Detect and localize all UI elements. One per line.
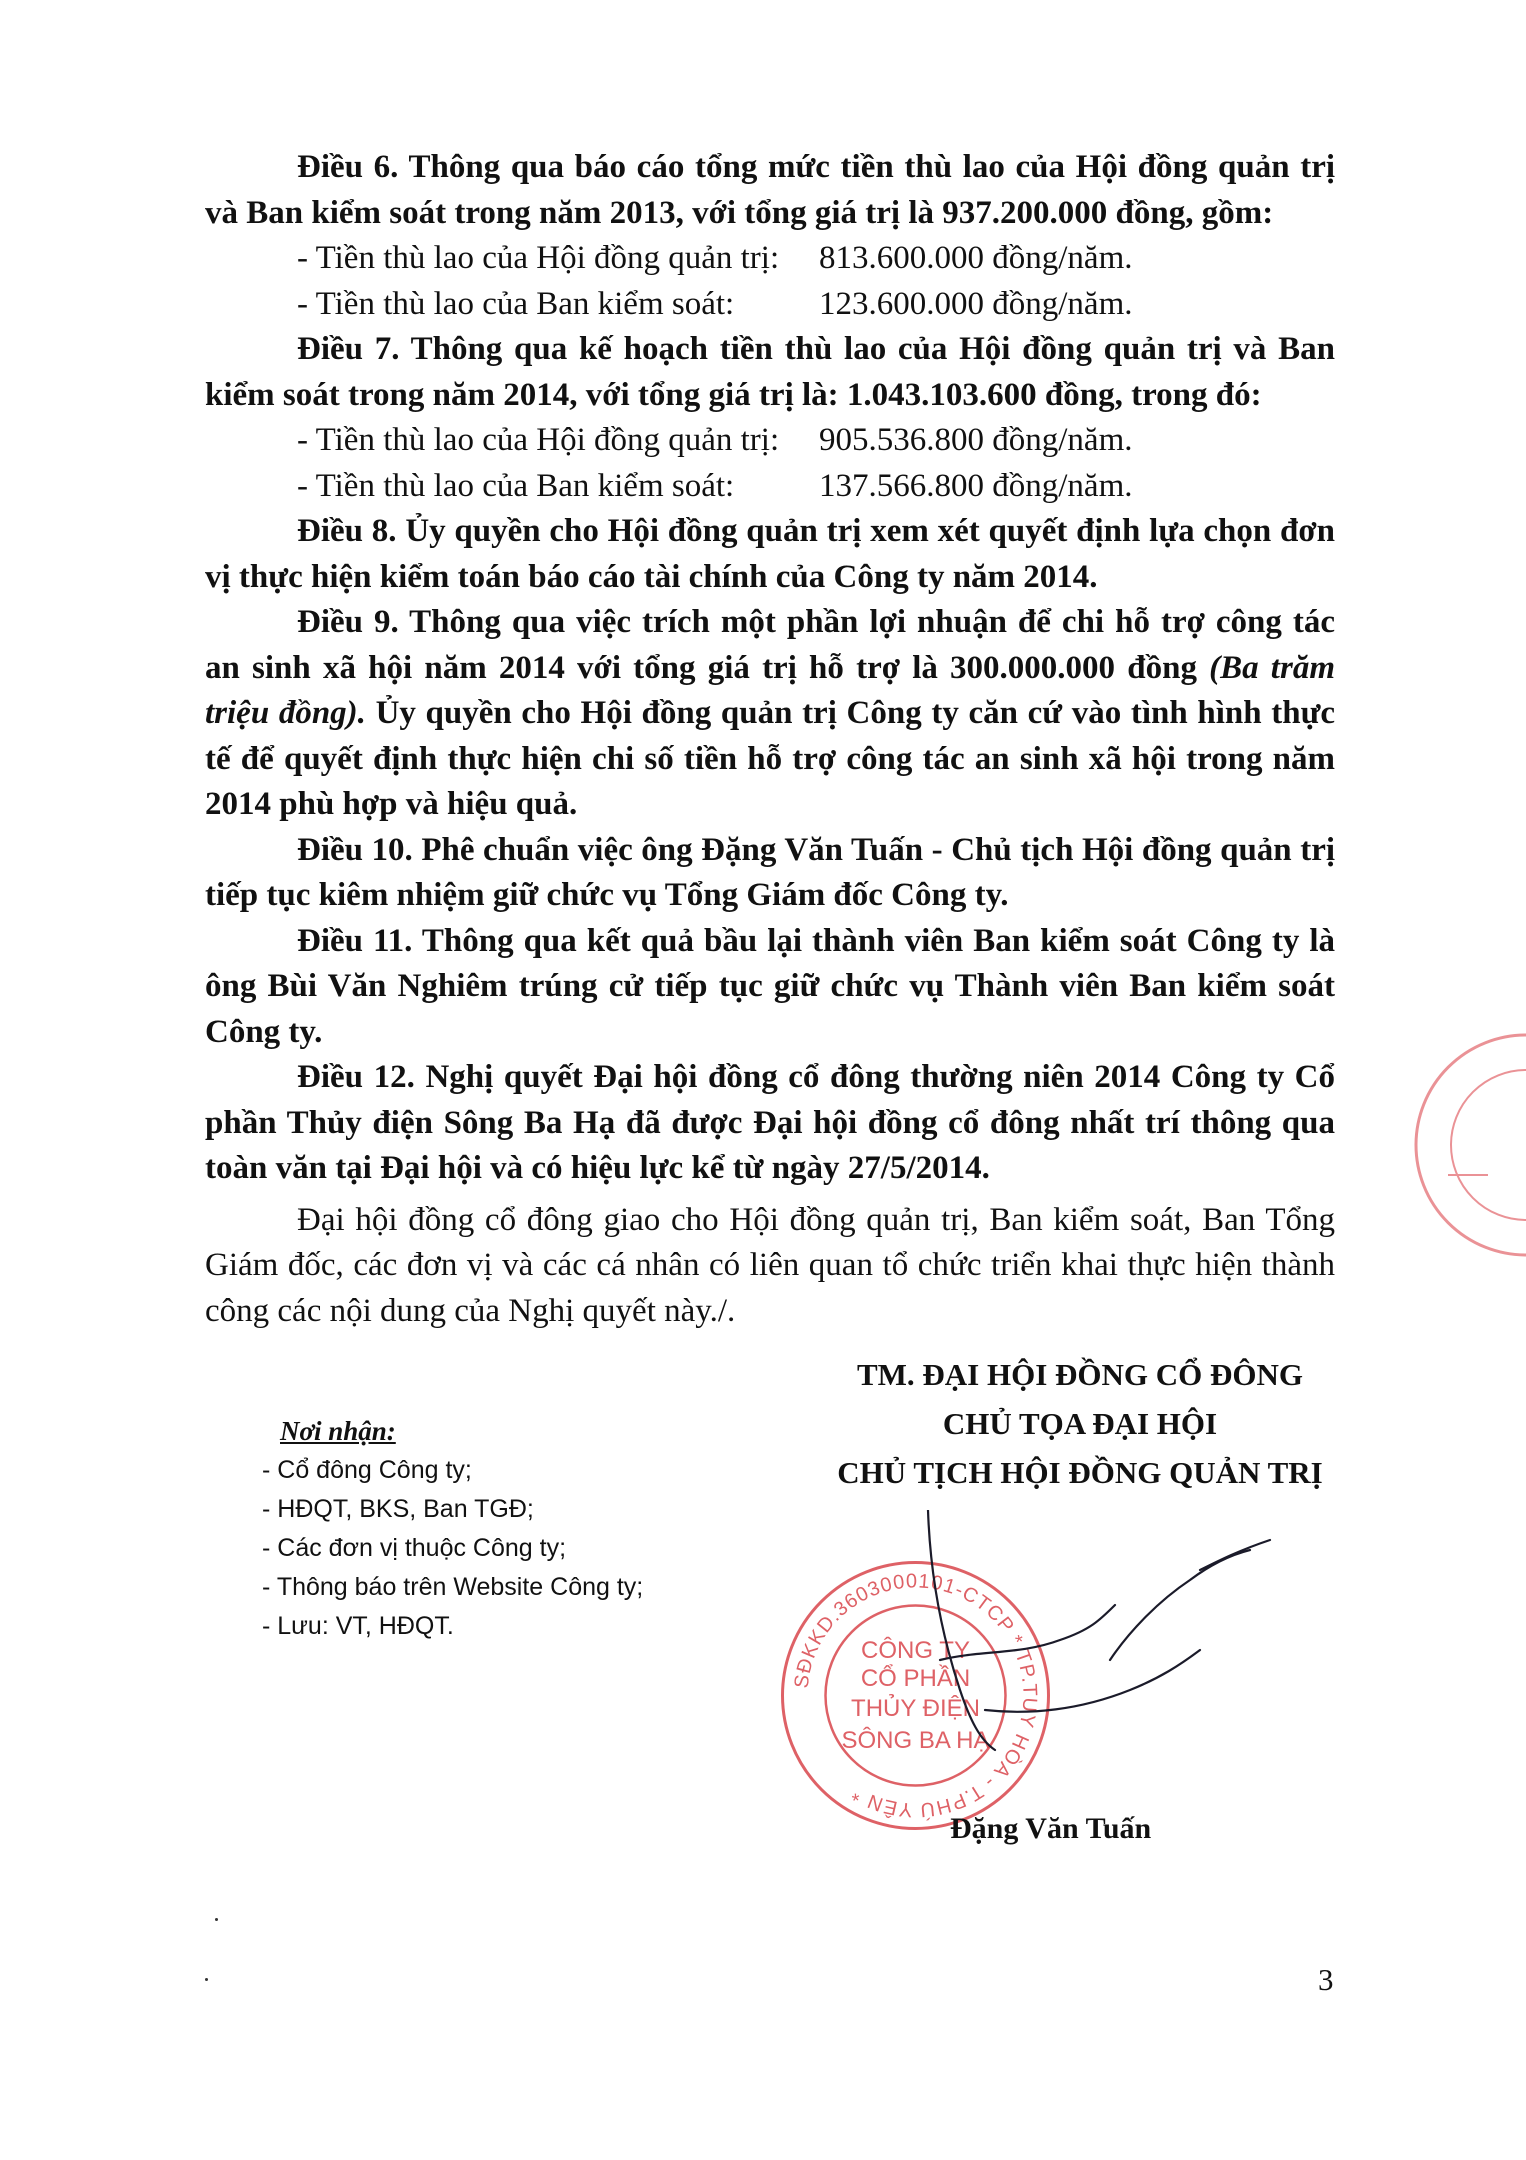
article-12-title: Điều 12. <box>297 1059 415 1095</box>
list-item: - Lưu: VT, HĐQT. <box>262 1612 454 1640</box>
article-12-text: Nghị quyết Đại hội đồng cổ đông thường niên 2014 Công ty Cổ phần Thủy điện Sông Ba Hạ đã được Đại hội đồng cổ đông nhất trí thông qua toàn văn tại Đại hội và có hiệu lực kể từ ngày 27/5/2014. <box>205 1059 1336 1186</box>
signature-block-title: TM. ĐẠI HỘI ĐỒNG CỔ ĐÔNG CHỦ TỌA ĐẠI HỘI CHỦ TỊCH HỘI ĐỒNG QUẢN TRỊ <box>837 1357 1323 1490</box>
list-item: - Thông báo trên Website Công ty; <box>262 1573 644 1601</box>
article-7-item: - Tiền thù lao của Ban kiểm soát: 137.566.800 đồng/năm. <box>297 467 1133 504</box>
scan-speck <box>205 1978 208 1981</box>
article-6-title: Điều 6. <box>297 149 399 185</box>
recipients-heading: Nơi nhận: <box>280 1416 396 1446</box>
article-9-title: Điều 9. <box>297 604 399 640</box>
article-8-title: Điều 8. <box>297 513 397 549</box>
article-6-item: - Tiền thù lao của Hội đồng quản trị: 813.600.000 đồng/năm. <box>297 240 1133 276</box>
page-number: 3 <box>1318 1962 1334 1997</box>
recipients-list <box>262 1412 762 1646</box>
article-7 <box>205 327 1335 418</box>
list-item: - HĐQT, BKS, Ban TGĐ; <box>262 1495 534 1523</box>
article-7-title: Điều 7. <box>297 331 400 367</box>
article-8 <box>205 509 1335 600</box>
article-11 <box>205 919 1335 1056</box>
closing-paragraph: Đại hội đồng cổ đông giao cho Hội đồng quản trị, Ban kiểm soát, Ban Tổng Giám đốc, các đơn vị và các cá nhân có liên quan tổ chức triển khai thực hiện thành công các nội dung của Nghị quyết này./. <box>205 1201 1335 1329</box>
article-6-text: Thông qua báo cáo tổng mức tiền thù lao của Hội đồng quản trị và Ban kiểm soát trong năm 2013, với tổng giá trị là 937.200.000 đồng, gồm: <box>205 149 1336 231</box>
article-11-title: Điều 11. <box>297 922 413 959</box>
article-10-title: Điều 10. <box>297 831 413 868</box>
scan-speck <box>215 1918 218 1921</box>
article-12 <box>205 1055 1335 1192</box>
article-11-text: Thông qua kết quả bầu lại thành viên Ban kiểm soát Công ty là ông Bùi Văn Nghiêm trúng cử tiếp tục giữ chức vụ Thành viên Ban kiểm soát Công ty. <box>205 922 1336 1050</box>
article-6-item: - Tiền thù lao của Ban kiểm soát: 123.600.000 đồng/năm. <box>297 285 1133 322</box>
list-item: - Cổ đông Công ty; <box>262 1456 472 1484</box>
handwritten-signature <box>900 1510 1280 1790</box>
list-item: - Các đơn vị thuộc Công ty; <box>262 1534 567 1562</box>
article-7-item: - Tiền thù lao của Hội đồng quản trị: 905.536.800 đồng/năm. <box>297 422 1133 458</box>
article-6 <box>205 145 1335 236</box>
article-9: Điều 9. Thông qua việc trích một phần lợi nhuận để chi hỗ trợ công tác an sinh xã hội năm 2014 với tổng giá trị hỗ trợ là 300.000.000 đồng (Ba trăm triệu đồng). Ủy quyền cho Hội đồng quản trị Công ty căn cứ vào tình hình thực tế để quyết định thực hiện chi số tiền hỗ trợ công tác an sinh xã hội trong năm 2014 phù hợp và hiệu quả. <box>205 604 1336 822</box>
svg-text:THỦY ĐIỆN: THỦY ĐIỆN <box>851 1695 980 1722</box>
svg-text:SÔNG BA HẠ: SÔNG BA HẠ <box>841 1727 990 1754</box>
svg-text:CÔNG TY: CÔNG TY <box>861 1637 970 1664</box>
article-8-text: Ủy quyền cho Hội đồng quản trị xem xét quyết định lựa chọn đơn vị thực hiện kiểm toán báo cáo tài chính của Công ty năm 2014. <box>205 513 1336 595</box>
seal-ring-text: SĐKKD.3603000101-CTCP * TP.TUY HÒA - T.PHÚ YÊN * <box>790 1570 1041 1821</box>
article-10 <box>205 828 1335 919</box>
article-10-text: Phê chuẩn việc ông Đặng Văn Tuấn - Chủ tịch Hội đồng quản trị tiếp tục kiêm nhiệm giữ chức vụ Tổng Giám đốc Công ty. <box>205 831 1336 913</box>
partial-seal <box>1388 1025 1526 1265</box>
svg-text:CỔ PHẦN: CỔ PHẦN <box>860 1665 971 1692</box>
article-7-text: Thông qua kế hoạch tiền thù lao của Hội đồng quản trị và Ban kiểm soát trong năm 2014, với tổng giá trị là: 1.043.103.600 đồng, trong đó: <box>205 331 1335 413</box>
signer-name: Đặng Văn Tuấn <box>950 1812 1152 1845</box>
resolution-body <box>205 145 1335 1334</box>
